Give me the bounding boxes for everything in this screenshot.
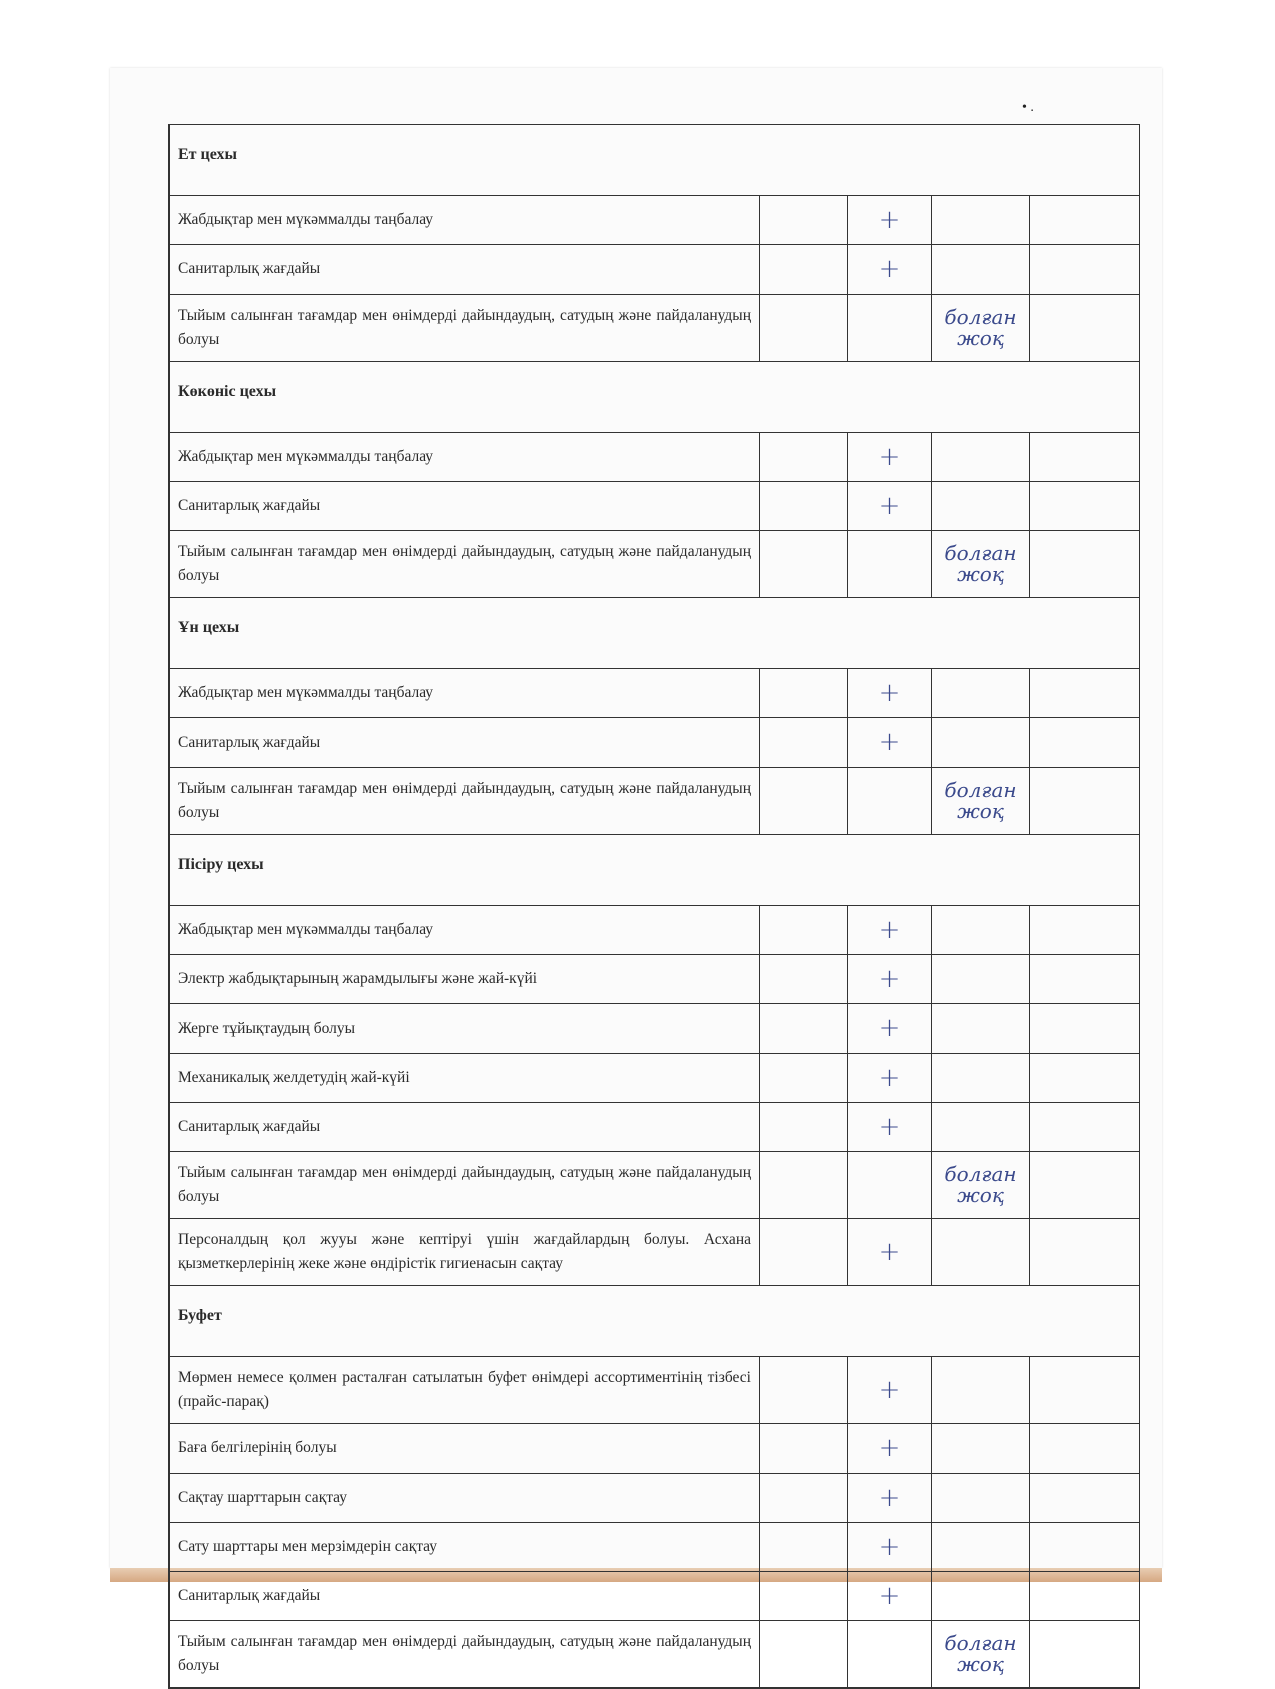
check-mark: + [848, 1572, 932, 1621]
section-title: Көкөніс цехы [170, 361, 1140, 432]
check-mark: + [848, 196, 932, 245]
handwritten-note [932, 1004, 1030, 1053]
empty-cell [1030, 432, 1140, 481]
empty-cell [760, 767, 848, 834]
item-text: Санитарлық жағдайы [170, 245, 760, 294]
empty-cell [760, 1102, 848, 1151]
item-text: Тыйым салынған тағамдар мен өнімдерді дайындаудың, сатудың және пайдаланудың болуы [170, 1152, 760, 1219]
table-row [170, 1621, 1140, 1688]
check-mark: + [848, 432, 932, 481]
item-text: Сату шарттары мен мерзімдерін сақтау [170, 1522, 760, 1571]
table-row [170, 1219, 1140, 1286]
empty-cell [1030, 767, 1140, 834]
empty-cell [760, 294, 848, 361]
check-mark: + [848, 1357, 932, 1424]
check-mark: + [848, 718, 932, 767]
section-header-row [170, 125, 1140, 196]
empty-cell [760, 432, 848, 481]
check-mark: + [848, 1473, 932, 1522]
section-header-row [170, 598, 1140, 669]
handwritten-note [932, 905, 1030, 954]
table-row [170, 1572, 1140, 1621]
empty-cell [760, 1219, 848, 1286]
page-marks: • . [1022, 100, 1034, 115]
table-frame [168, 124, 1140, 1689]
handwritten-note [932, 1424, 1030, 1473]
item-text: Жабдықтар мен мүкәммалды таңбалау [170, 432, 760, 481]
handwritten-note: болған жоқ [932, 767, 1030, 834]
check-mark [848, 767, 932, 834]
empty-cell [760, 245, 848, 294]
check-mark: + [848, 1219, 932, 1286]
empty-cell [1030, 196, 1140, 245]
empty-cell [1030, 1621, 1140, 1688]
section-title: Пісіру цехы [170, 834, 1140, 905]
table-row [170, 1102, 1140, 1151]
table-row [170, 481, 1140, 530]
check-mark [848, 531, 932, 598]
item-text: Санитарлық жағдайы [170, 1572, 760, 1621]
check-mark [848, 294, 932, 361]
empty-cell [1030, 531, 1140, 598]
table-row [170, 1004, 1140, 1053]
check-mark [848, 1621, 932, 1688]
table-row [170, 767, 1140, 834]
item-text: Тыйым салынған тағамдар мен өнімдерді дайындаудың, сатудың және пайдаланудың болуы [170, 294, 760, 361]
empty-cell [760, 1357, 848, 1424]
handwritten-note [932, 1053, 1030, 1102]
handwritten-note [932, 955, 1030, 1004]
empty-cell [760, 1572, 848, 1621]
item-text: Персоналдың қол жууы және кептіруі үшін жағдайлардың болуы. Асхана қызметкерлерінің жеке және өндірістік гигиенасын сақтау [170, 1219, 760, 1286]
empty-cell [760, 1053, 848, 1102]
check-mark: + [848, 245, 932, 294]
table-row [170, 1152, 1140, 1219]
table-row [170, 245, 1140, 294]
table-row [170, 1424, 1140, 1473]
item-text: Санитарлық жағдайы [170, 481, 760, 530]
item-text: Тыйым салынған тағамдар мен өнімдерді дайындаудың, сатудың және пайдаланудың болуы [170, 1621, 760, 1688]
table-row [170, 1522, 1140, 1571]
handwritten-note [932, 1102, 1030, 1151]
empty-cell [760, 955, 848, 1004]
section-header-row [170, 361, 1140, 432]
item-text: Санитарлық жағдайы [170, 718, 760, 767]
item-text: Жерге тұйықтаудың болуы [170, 1004, 760, 1053]
section-header-row [170, 1286, 1140, 1357]
empty-cell [1030, 1102, 1140, 1151]
empty-cell [760, 1004, 848, 1053]
empty-cell [760, 196, 848, 245]
check-mark: + [848, 1053, 932, 1102]
table-row [170, 1473, 1140, 1522]
empty-cell [760, 1522, 848, 1571]
check-mark: + [848, 1102, 932, 1151]
item-text: Мөрмен немесе қолмен расталған сатылатын буфет өнімдері ассортиментінің тізбесі (прайс-парақ) [170, 1357, 760, 1424]
check-mark: + [848, 669, 932, 718]
empty-cell [1030, 1473, 1140, 1522]
handwritten-note [932, 1473, 1030, 1522]
item-text: Жабдықтар мен мүкәммалды таңбалау [170, 196, 760, 245]
handwritten-note [932, 196, 1030, 245]
empty-cell [760, 1152, 848, 1219]
item-text: Жабдықтар мен мүкәммалды таңбалау [170, 669, 760, 718]
check-mark: + [848, 955, 932, 1004]
check-mark: + [848, 1004, 932, 1053]
empty-cell [760, 1473, 848, 1522]
empty-cell [1030, 294, 1140, 361]
section-title: Ет цехы [170, 125, 1140, 196]
table-row [170, 196, 1140, 245]
item-text: Тыйым салынған тағамдар мен өнімдерді дайындаудың, сатудың және пайдаланудың болуы [170, 531, 760, 598]
item-text: Механикалық желдетудің жай-күйі [170, 1053, 760, 1102]
empty-cell [1030, 1424, 1140, 1473]
empty-cell [1030, 1522, 1140, 1571]
table-row [170, 1053, 1140, 1102]
handwritten-note [932, 245, 1030, 294]
empty-cell [1030, 1152, 1140, 1219]
table-row [170, 669, 1140, 718]
empty-cell [760, 1424, 848, 1473]
empty-cell [760, 718, 848, 767]
item-text: Жабдықтар мен мүкәммалды таңбалау [170, 905, 760, 954]
check-mark [848, 1152, 932, 1219]
empty-cell [1030, 481, 1140, 530]
handwritten-note [932, 718, 1030, 767]
table-row [170, 955, 1140, 1004]
handwritten-note: болған жоқ [932, 1621, 1030, 1688]
empty-cell [1030, 245, 1140, 294]
handwritten-note [932, 481, 1030, 530]
section-title: Буфет [170, 1286, 1140, 1357]
empty-cell [1030, 669, 1140, 718]
empty-cell [760, 905, 848, 954]
handwritten-note [932, 1522, 1030, 1571]
empty-cell [1030, 1572, 1140, 1621]
empty-cell [1030, 1004, 1140, 1053]
item-text: Сақтау шарттарын сақтау [170, 1473, 760, 1522]
handwritten-note [932, 1219, 1030, 1286]
table-row [170, 905, 1140, 954]
item-text: Тыйым салынған тағамдар мен өнімдерді дайындаудың, сатудың және пайдаланудың болуы [170, 767, 760, 834]
empty-cell [1030, 1219, 1140, 1286]
handwritten-note [932, 432, 1030, 481]
table-row [170, 1357, 1140, 1424]
item-text: Электр жабдықтарының жарамдылығы және жай-күйі [170, 955, 760, 1004]
item-text: Баға белгілерінің болуы [170, 1424, 760, 1473]
handwritten-note [932, 1572, 1030, 1621]
empty-cell [760, 669, 848, 718]
table-row [170, 718, 1140, 767]
empty-cell [760, 481, 848, 530]
empty-cell [760, 531, 848, 598]
empty-cell [1030, 905, 1140, 954]
handwritten-note [932, 669, 1030, 718]
empty-cell [1030, 1053, 1140, 1102]
empty-cell [760, 1621, 848, 1688]
table-row [170, 432, 1140, 481]
check-mark: + [848, 1424, 932, 1473]
empty-cell [1030, 1357, 1140, 1424]
handwritten-note: болған жоқ [932, 531, 1030, 598]
checklist-table [168, 124, 1138, 1689]
handwritten-note: болған жоқ [932, 1152, 1030, 1219]
table-row [170, 294, 1140, 361]
empty-cell [1030, 718, 1140, 767]
check-mark: + [848, 905, 932, 954]
handwritten-note [932, 1357, 1030, 1424]
inspection-table [169, 124, 1140, 1688]
section-header-row [170, 834, 1140, 905]
handwritten-note: болған жоқ [932, 294, 1030, 361]
item-text: Санитарлық жағдайы [170, 1102, 760, 1151]
section-title: Ұн цехы [170, 598, 1140, 669]
check-mark: + [848, 1522, 932, 1571]
check-mark: + [848, 481, 932, 530]
table-row [170, 531, 1140, 598]
empty-cell [1030, 955, 1140, 1004]
